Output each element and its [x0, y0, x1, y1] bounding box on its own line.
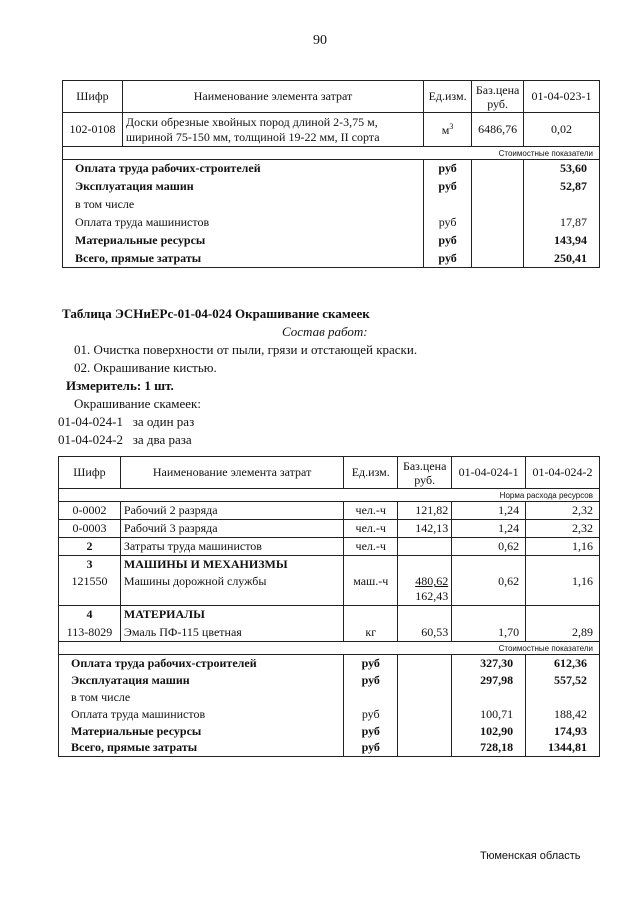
- summary-name: в том числе: [63, 196, 424, 214]
- norm-label: Норма расхода ресурсов: [59, 489, 600, 502]
- group-title: МАТЕРИАЛЫ: [120, 606, 343, 624]
- row-code: 0-0003: [59, 520, 121, 538]
- row-name: Эмаль ПФ-115 цветная: [120, 624, 343, 642]
- variant-2: [58, 432, 192, 448]
- summary-name: в том числе: [59, 689, 344, 706]
- unit-sup: 3: [449, 121, 454, 131]
- summary-name: Оплата труда машинистов: [63, 214, 424, 232]
- summary-value-1: 102,90: [452, 723, 526, 740]
- summary-value-2: 174,93: [526, 723, 600, 740]
- group-title: МАШИНЫ И МЕХАНИЗМЫ: [120, 556, 343, 574]
- row-code: 121550: [59, 574, 121, 606]
- summary-name: Оплата труда рабочих-строителей: [59, 655, 344, 672]
- row-value-2: 2,32: [526, 520, 600, 538]
- section-label: Стоимостные показатели: [59, 642, 600, 655]
- col-header-unit: Ед.изм.: [344, 457, 398, 489]
- row-value-2: 1,16: [526, 574, 600, 606]
- summary-name: Материальные ресурсы: [59, 723, 344, 740]
- price-denominator: 162,43: [415, 589, 449, 604]
- row-value-1: 1,70: [452, 624, 526, 642]
- summary-row: [63, 178, 600, 196]
- row-name: Рабочий 3 разряда: [120, 520, 343, 538]
- footer-region: Тюменская область: [480, 850, 581, 862]
- summary-row: [59, 723, 600, 740]
- summary-unit: руб: [344, 655, 398, 672]
- summary-unit: руб: [344, 740, 398, 757]
- summary-row: [59, 706, 600, 723]
- summary-unit: руб: [424, 250, 472, 268]
- summary-value-1: 143,94: [524, 232, 600, 250]
- col-header-code: Шифр: [59, 457, 121, 489]
- section-title: Таблица ЭСНиЕРс-01-04-024 Окрашивание скамеек: [62, 306, 370, 321]
- row-price: 121,82: [398, 502, 452, 520]
- col-header-name: Наименование элемента затрат: [120, 457, 343, 489]
- price-numerator: 480,62: [415, 574, 449, 589]
- summary-row: [63, 196, 600, 214]
- row-name: Затраты труда машинистов: [120, 538, 343, 556]
- table-row: [59, 556, 600, 574]
- summary-row: [59, 740, 600, 757]
- col-header-name: Наименование элемента затрат: [122, 81, 423, 113]
- row-name: [122, 113, 423, 147]
- summary-value-1: 100,71: [452, 706, 526, 723]
- row-unit: чел.-ч: [344, 502, 398, 520]
- row-unit: чел.-ч: [344, 520, 398, 538]
- row-value-1: 0,02: [524, 113, 600, 147]
- row-code: 2: [59, 538, 121, 556]
- table-1: [62, 80, 600, 268]
- summary-unit: руб: [424, 214, 472, 232]
- col-header-variant-1: 01-04-023-1: [524, 81, 600, 113]
- row-name: Рабочий 2 разряда: [120, 502, 343, 520]
- meter-label: Измеритель: 1 шт.: [66, 378, 174, 393]
- col-header-variant-2: 01-04-024-2: [526, 457, 600, 489]
- summary-value-1: 250,41: [524, 250, 600, 268]
- summary-row: [59, 689, 600, 706]
- row-value-2: 2,32: [526, 502, 600, 520]
- summary-value-1: 17,87: [524, 214, 600, 232]
- col-header-variant-1: 01-04-024-1: [452, 457, 526, 489]
- unit-text: м: [441, 122, 450, 137]
- summary-unit: руб: [344, 706, 398, 723]
- work-step-2: 02. Окрашивание кистью.: [74, 360, 217, 375]
- col-header-unit: Ед.изм.: [424, 81, 472, 113]
- row-price: [398, 574, 452, 606]
- summary-name: Оплата труда машинистов: [59, 706, 344, 723]
- col-header-code: Шифр: [63, 81, 123, 113]
- row-value-2: 2,89: [526, 624, 600, 642]
- variant-2-text: за два раза: [132, 432, 192, 447]
- summary-value-2: 612,36: [526, 655, 600, 672]
- summary-value-1: 52,87: [524, 178, 600, 196]
- summary-name: Эксплуатация машин: [63, 178, 424, 196]
- row-unit: [424, 113, 472, 147]
- row-value-1: 0,62: [452, 538, 526, 556]
- table-row: [59, 502, 600, 520]
- group-code: 3: [59, 556, 121, 574]
- row-unit: чел.-ч: [344, 538, 398, 556]
- group-code: 4: [59, 606, 121, 624]
- row-price: 60,53: [398, 624, 452, 642]
- summary-value-1: 53,60: [524, 160, 600, 178]
- variant-2-code: 01-04-024-2: [58, 432, 123, 447]
- summary-row: [63, 232, 600, 250]
- table-row: [59, 606, 600, 624]
- table-row: [59, 538, 600, 556]
- summary-name: Всего, прямые затраты: [63, 250, 424, 268]
- summary-name: Материальные ресурсы: [63, 232, 424, 250]
- col-header-price: Баз.цена руб.: [472, 81, 524, 113]
- summary-unit: руб: [424, 232, 472, 250]
- summary-value-2: 188,42: [526, 706, 600, 723]
- summary-unit: руб: [344, 723, 398, 740]
- subject-label: Окрашивание скамеек:: [74, 396, 201, 411]
- table-2: [58, 456, 600, 757]
- row-code: 102-0108: [63, 113, 123, 147]
- summary-row: [59, 672, 600, 689]
- summary-name: Всего, прямые затраты: [59, 740, 344, 757]
- table-row: [59, 520, 600, 538]
- summary-value-1: 327,30: [452, 655, 526, 672]
- page-number: 90: [313, 33, 327, 48]
- summary-value-2: 557,52: [526, 672, 600, 689]
- summary-value-1: 297,98: [452, 672, 526, 689]
- row-name: Машины дорожной службы: [120, 574, 343, 606]
- summary-unit: руб: [424, 178, 472, 196]
- summary-value-1: 728,18: [452, 740, 526, 757]
- summary-name: Эксплуатация машин: [59, 672, 344, 689]
- row-price: 142,13: [398, 520, 452, 538]
- table-row: [59, 574, 600, 606]
- row-name-line-1: Доски обрезные хвойных пород длиной 2-3,75 м,: [125, 114, 378, 129]
- summary-name: Оплата труда рабочих-строителей: [63, 160, 424, 178]
- row-unit: кг: [344, 624, 398, 642]
- row-unit: маш.-ч: [344, 574, 398, 606]
- summary-row: [63, 250, 600, 268]
- row-value-1: 0,62: [452, 574, 526, 606]
- summary-unit: руб: [424, 160, 472, 178]
- row-code: 0-0002: [59, 502, 121, 520]
- work-step-1: 01. Очистка поверхности от пыли, грязи и отстающей краски.: [74, 342, 418, 357]
- table-row: [59, 624, 600, 642]
- row-value-1: 1,24: [452, 520, 526, 538]
- summary-value-2: 1344,81: [526, 740, 600, 757]
- variant-1-text: за один раз: [132, 414, 195, 429]
- col-header-price: Баз.цена руб.: [398, 457, 452, 489]
- summary-row: [63, 160, 600, 178]
- variant-1: [58, 414, 194, 430]
- summary-row: [63, 214, 600, 232]
- table-row: [63, 113, 600, 147]
- row-price: [398, 538, 452, 556]
- variant-1-code: 01-04-024-1: [58, 414, 123, 429]
- row-name-line-2: шириной 75-150 мм, толщиной 19-22 мм, II сорта: [125, 129, 380, 144]
- section-label: Стоимостные показатели: [63, 147, 600, 160]
- row-value-1: 1,24: [452, 502, 526, 520]
- composition-label: Состав работ:: [282, 324, 368, 339]
- row-value-2: 1,16: [526, 538, 600, 556]
- summary-unit: руб: [344, 672, 398, 689]
- row-code: 113-8029: [59, 624, 121, 642]
- row-price: 6486,76: [472, 113, 524, 147]
- summary-row: [59, 655, 600, 672]
